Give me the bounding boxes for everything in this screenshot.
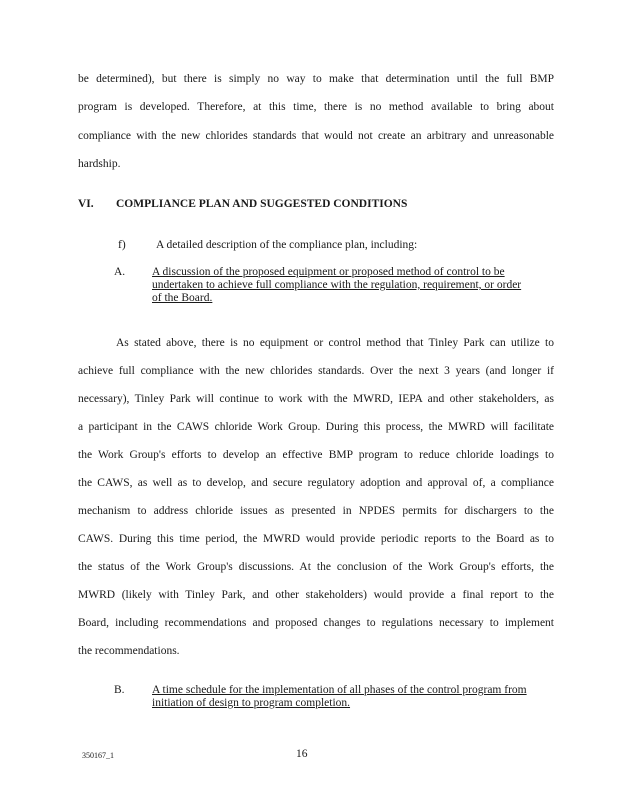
- body-line-12: the recommendations.: [78, 645, 180, 657]
- footer-page-number: 16: [296, 748, 308, 760]
- section-heading: [78, 198, 407, 210]
- intro-line-4: hardship.: [78, 158, 121, 170]
- footer-document-id: 350167_1: [82, 751, 114, 760]
- body-line-6: the CAWS, as well as to develop, and secure regulatory adoption and approval of, a compliance: [78, 477, 554, 489]
- item-b: [114, 684, 554, 712]
- section-number: VI.: [78, 198, 94, 210]
- item-b-text: A time schedule for the implementation of all phases of the control program from initiation of design to program completion.: [152, 684, 527, 709]
- item-a-label: A.: [114, 266, 126, 278]
- item-a-text: A discussion of the proposed equipment or proposed method of control to be undertaken to achieve full compliance with the regulation, requirement, or order of the Board.: [152, 266, 522, 304]
- body-line-9: the status of the Work Group's discussions. At the conclusion of the Work Group's efforts, the: [78, 561, 554, 573]
- body-line-1: As stated above, there is no equipment or control method that Tinley Park can utilize to: [116, 337, 554, 349]
- body-line-5: the Work Group's efforts to develop an effective BMP program to reduce chloride loadings to: [78, 449, 554, 461]
- item-b-label: B.: [114, 684, 125, 696]
- body-line-8: CAWS. During this time period, the MWRD would provide periodic reports to the Board as to: [78, 533, 554, 545]
- body-line-3: necessary), Tinley Park will continue to work with the MWRD, IEPA and other stakeholders, as: [78, 393, 554, 405]
- body-line-2: achieve full compliance with the new chlorides standards. Over the next 3 years (and longer if: [78, 365, 554, 377]
- body-line-11: Board, including recommendations and proposed changes to regulations necessary to implement: [78, 617, 554, 629]
- item-a: [114, 266, 554, 308]
- item-f-label: f): [118, 239, 126, 251]
- body-line-10: MWRD (likely with Tinley Park, and other stakeholders) would provide a final report to the: [78, 589, 554, 601]
- item-f: [118, 239, 558, 253]
- intro-line-2: program is developed. Therefore, at this time, there is no method available to bring about: [78, 101, 554, 113]
- item-f-text: A detailed description of the compliance plan, including:: [156, 239, 418, 251]
- section-title: COMPLIANCE PLAN AND SUGGESTED CONDITIONS: [116, 198, 408, 210]
- body-line-4: a participant in the CAWS chloride Work Group. During this process, the MWRD will facilitate: [78, 421, 554, 433]
- body-line-7: mechanism to address chloride issues as presented in NPDES permits for dischargers to the: [78, 505, 554, 517]
- intro-line-3: compliance with the new chlorides standards that would not create an arbitrary and unreasonable: [78, 130, 554, 142]
- intro-line-1: be determined), but there is simply no way to make that determination until the full BMP: [78, 73, 554, 85]
